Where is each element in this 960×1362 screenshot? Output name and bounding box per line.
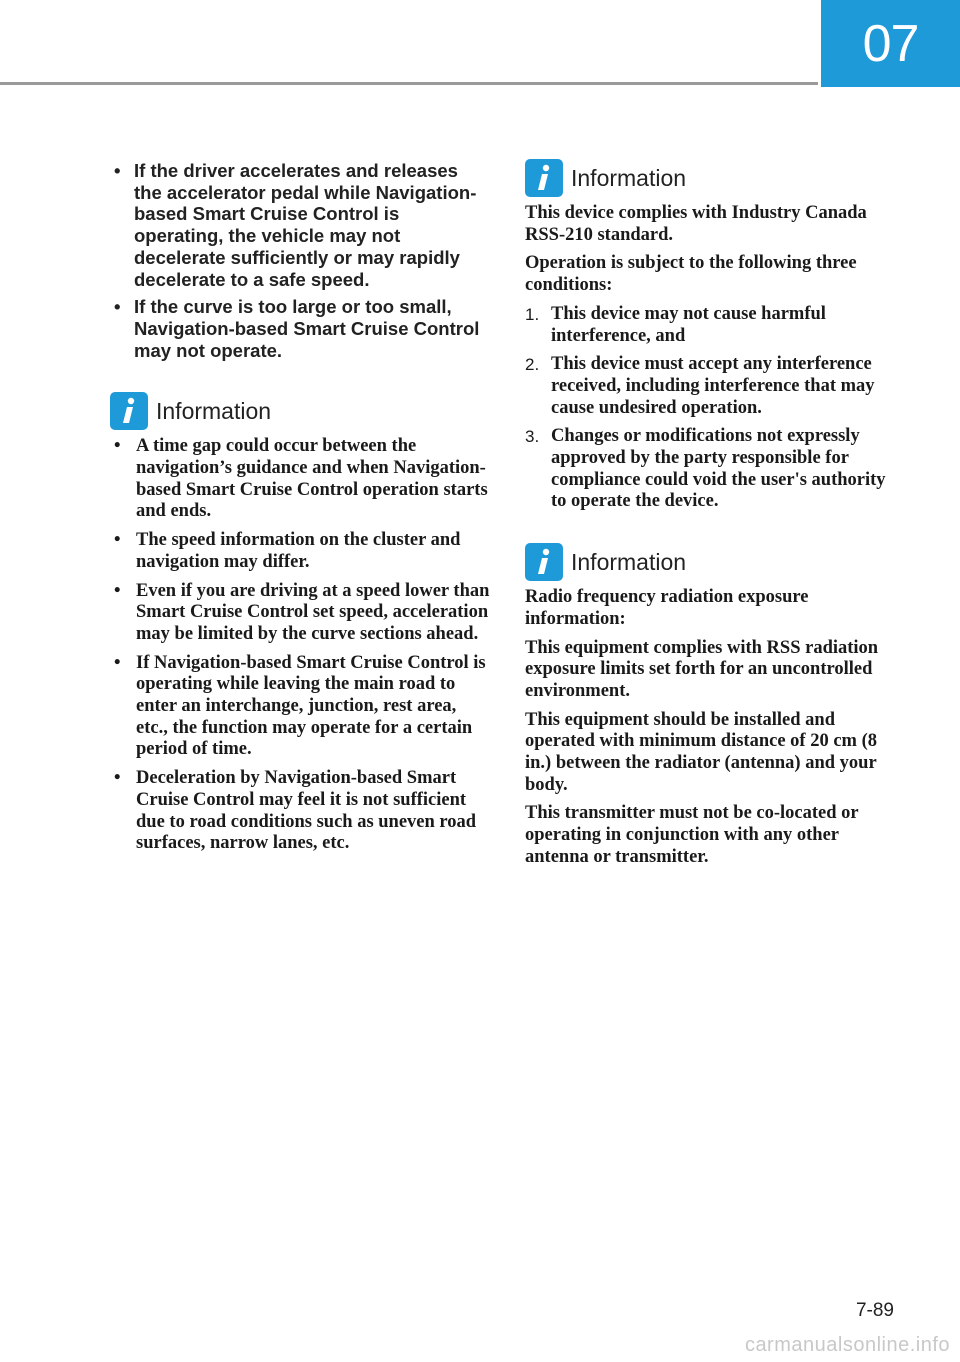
list-item: • Deceleration by Navigation-based Smart Cruise Control may feel it is not sufficient due to road conditions such as uneven road surfaces, narrow lanes, etc. bbox=[114, 768, 477, 854]
page-number: 7-89 bbox=[855, 1300, 894, 1321]
conditions-list bbox=[525, 304, 905, 513]
list-item: • Even if you are driving at a speed lower than Smart Cruise Control set speed, acceleration may be limited by the curve sections ahead. bbox=[114, 580, 490, 644]
list-item: • If Navigation-based Smart Cruise Control is operating while leaving the main road to enter an interchange, junction, rest area, etc., the function may operate for a certain period of time. bbox=[114, 652, 486, 760]
info-heading bbox=[525, 542, 905, 582]
info-title: Information bbox=[156, 397, 272, 424]
list-item: • A time gap could occur between the navigation’s guidance and when Navigation-based Smart Cruise Control operation starts and ends. bbox=[114, 436, 488, 522]
caution-list bbox=[110, 160, 490, 361]
chapter-tab bbox=[821, 0, 960, 87]
info-list bbox=[110, 436, 490, 855]
watermark: carmanualsonline.info bbox=[744, 1334, 950, 1356]
info-paragraph: This equipment complies with RSS radiation exposure limits set forth for an uncontrolled environment. bbox=[525, 637, 879, 701]
list-item: • The speed information on the cluster and navigation may differ. bbox=[114, 530, 461, 572]
chapter-number: 07 bbox=[862, 14, 919, 73]
left-column bbox=[110, 160, 490, 862]
info-icon bbox=[525, 159, 563, 197]
list-item: • If the driver accelerates and releases the accelerator pedal while Navigation-based Smart Cruise Control is operating, the vehicle may not decelerate sufficiently or may rapidly decelerate to a safe speed. bbox=[114, 160, 477, 290]
info-icon bbox=[525, 543, 563, 581]
info-paragraph: This transmitter must not be co-located or operating in conjunction with any other antenna or transmitter. bbox=[525, 803, 859, 867]
info-paragraph: This equipment should be installed and operated with minimum distance of 20 cm (8 in.) between the radiator (antenna) and your body. bbox=[525, 709, 877, 795]
list-item: 1. This device may not cause harmful interference, and bbox=[525, 303, 826, 346]
info-paragraph: Operation is subject to the following three conditions: bbox=[525, 253, 857, 296]
list-item: 2. This device must accept any interference received, including interference that may cause undesired operation. bbox=[525, 354, 875, 418]
list-item: • If the curve is too large or too small, Navigation-based Smart Cruise Control may not operate. bbox=[114, 296, 480, 361]
info-paragraph: Radio frequency radiation exposure information: bbox=[525, 587, 809, 629]
right-column bbox=[525, 158, 905, 876]
info-title: Information bbox=[571, 548, 687, 575]
info-heading bbox=[525, 158, 905, 198]
info-heading bbox=[110, 391, 490, 431]
info-paragraph: This device complies with Industry Canada RSS-210 standard. bbox=[525, 203, 867, 245]
header-rule bbox=[0, 82, 818, 85]
info-title: Information bbox=[571, 164, 687, 191]
info-icon bbox=[110, 392, 148, 430]
list-item: 3. Changes or modifications not expressly approved by the party responsible for compliance could void the user's authority to operate the device. bbox=[525, 426, 886, 512]
